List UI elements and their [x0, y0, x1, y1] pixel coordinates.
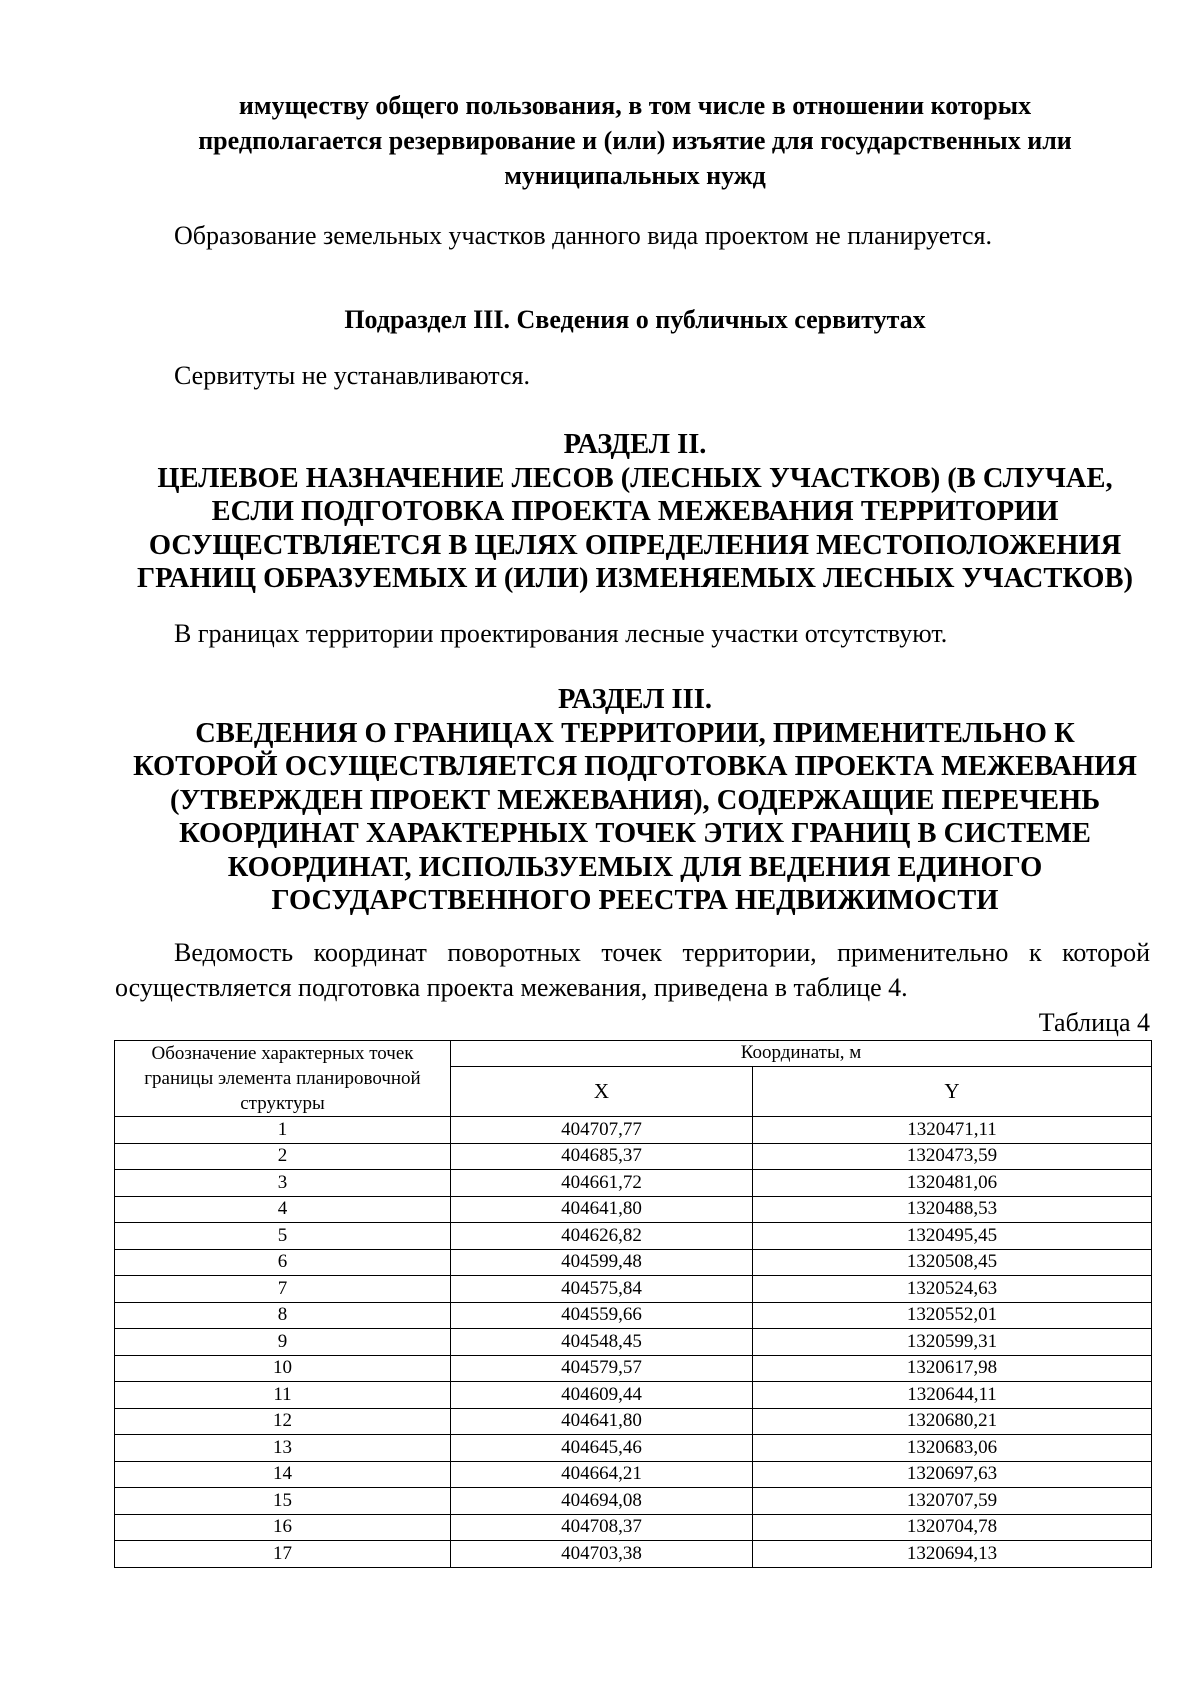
point-number-cell: 2	[115, 1143, 451, 1170]
title-line: КООРДИНАТ, ИСПОЛЬЗУЕМЫХ ДЛЯ ВЕДЕНИЯ ЕДИНОГО	[227, 851, 1043, 883]
subsection-3-heading: Подраздел III. Сведения о публичных сервитутах	[344, 305, 926, 334]
point-number-cell: 12	[115, 1408, 451, 1435]
point-number-cell: 3	[115, 1170, 451, 1197]
y-coordinate-cell: 1320508,45	[753, 1249, 1152, 1276]
title-line: КООРДИНАТ ХАРАКТЕРНЫХ ТОЧЕК ЭТИХ ГРАНИЦ В СИСТЕМЕ	[179, 818, 1091, 849]
y-coordinate-cell: 1320495,45	[753, 1223, 1152, 1250]
point-number-cell: 13	[115, 1435, 451, 1462]
title-line: ГОСУДАРСТВЕННОГО РЕЕСТРА НЕДВИЖИМОСТИ	[271, 885, 999, 916]
y-coordinate-cell: 1320704,78	[753, 1514, 1152, 1541]
point-number-cell: 9	[115, 1329, 451, 1356]
x-coordinate-cell: 404599,48	[451, 1249, 753, 1276]
x-coordinate-cell: 404707,77	[451, 1117, 753, 1144]
title-line: ОСУЩЕСТВЛЯЕТСЯ В ЦЕЛЯХ ОПРЕДЕЛЕНИЯ МЕСТОПОЛОЖЕНИЯ	[148, 529, 1122, 561]
continuation-text: Образование земельных участков данного вида проектом не планируется.	[174, 221, 992, 250]
table-row	[115, 1329, 1152, 1356]
y-coordinate-cell: 1320680,21	[753, 1408, 1152, 1435]
point-number-cell: 11	[115, 1382, 451, 1409]
table-row	[115, 1143, 1152, 1170]
heading-line: предполагается резервирование и (или) изъятие для государственных или	[198, 126, 1072, 155]
heading-line: муниципальных нужд	[504, 161, 766, 190]
table-row	[115, 1408, 1152, 1435]
x-coordinate-cell: 404664,21	[451, 1461, 753, 1488]
title-line: (УТВЕРЖДЕН ПРОЕКТ МЕЖЕВАНИЯ), СОДЕРЖАЩИЕ ПЕРЕЧЕНЬ	[169, 784, 1101, 816]
x-coordinate-cell: 404694,08	[451, 1488, 753, 1515]
table-body	[115, 1117, 1152, 1568]
table-row	[115, 1196, 1152, 1223]
title-line: ЦЕЛЕВОЕ НАЗНАЧЕНИЕ ЛЕСОВ (ЛЕСНЫХ УЧАСТКОВ) (В СЛУЧАЕ,	[157, 462, 1113, 494]
y-coordinate-cell: 1320481,06	[753, 1170, 1152, 1197]
y-coordinate-cell: 1320552,01	[753, 1302, 1152, 1329]
y-coordinate-cell: 1320599,31	[753, 1329, 1152, 1356]
continuation-heading	[115, 88, 1155, 193]
point-number-cell: 4	[115, 1196, 451, 1223]
point-number-cell: 10	[115, 1355, 451, 1382]
table-row	[115, 1170, 1152, 1197]
x-coordinate-cell: 404575,84	[451, 1276, 753, 1303]
x-coordinate-cell: 404641,80	[451, 1408, 753, 1435]
y-coordinate-cell: 1320707,59	[753, 1488, 1152, 1515]
heading-line: имуществу общего пользования, в том числе в отношении которых	[238, 91, 1032, 120]
section-3-text: Ведомость координат поворотных точек территории, применительно к которой осуществляется подготовка проекта межевания, приведена в таблице 4.	[115, 938, 1150, 1002]
x-coordinate-cell: 404685,37	[451, 1143, 753, 1170]
x-coordinate-cell: 404645,46	[451, 1435, 753, 1462]
x-coordinate-cell: 404703,38	[451, 1541, 753, 1568]
table-row	[115, 1435, 1152, 1462]
table-row	[115, 1541, 1152, 1568]
y-coordinate-cell: 1320524,63	[753, 1276, 1152, 1303]
point-number-cell: 16	[115, 1514, 451, 1541]
point-number-cell: 14	[115, 1461, 451, 1488]
title-line: РАЗДЕЛ III.	[558, 684, 712, 715]
y-coordinate-cell: 1320644,11	[753, 1382, 1152, 1409]
title-line: ЕСЛИ ПОДГОТОВКА ПРОЕКТА МЕЖЕВАНИЯ ТЕРРИТОРИИ	[211, 496, 1059, 527]
section-2-title	[115, 428, 1155, 596]
title-line: ГРАНИЦ ОБРАЗУЕМЫХ И (ИЛИ) ИЗМЕНЯЕМЫХ ЛЕСНЫХ УЧАСТКОВ)	[137, 563, 1133, 594]
table-row	[115, 1223, 1152, 1250]
point-number-cell: 1	[115, 1117, 451, 1144]
column-header-x: X	[451, 1066, 753, 1116]
section-2-text: В границах территории проектирования лесные участки отсутствуют.	[174, 619, 948, 648]
y-coordinate-cell: 1320617,98	[753, 1355, 1152, 1382]
point-number-cell: 17	[115, 1541, 451, 1568]
section-3-title	[115, 683, 1155, 918]
table-row	[115, 1488, 1152, 1515]
table-row	[115, 1249, 1152, 1276]
column-header-coordinates: Координаты, м	[451, 1041, 1152, 1067]
column-header-point: Обозначение характерных точек границы элемента планировочной структуры	[115, 1041, 451, 1117]
table-caption: Таблица 4	[1038, 1008, 1150, 1037]
x-coordinate-cell: 404641,80	[451, 1196, 753, 1223]
column-header-y: Y	[753, 1066, 1152, 1116]
coordinates-table	[114, 1040, 1152, 1568]
x-coordinate-cell: 404548,45	[451, 1329, 753, 1356]
point-number-cell: 15	[115, 1488, 451, 1515]
x-coordinate-cell: 404661,72	[451, 1170, 753, 1197]
title-line: КОТОРОЙ ОСУЩЕСТВЛЯЕТСЯ ПОДГОТОВКА ПРОЕКТА МЕЖЕВАНИЯ	[133, 751, 1137, 782]
table-row	[115, 1461, 1152, 1488]
point-number-cell: 8	[115, 1302, 451, 1329]
y-coordinate-cell: 1320697,63	[753, 1461, 1152, 1488]
point-number-cell: 7	[115, 1276, 451, 1303]
table-row	[115, 1276, 1152, 1303]
point-number-cell: 6	[115, 1249, 451, 1276]
subsection-3-text: Сервитуты не устанавливаются.	[174, 361, 530, 390]
title-line: СВЕДЕНИЯ О ГРАНИЦАХ ТЕРРИТОРИИ, ПРИМЕНИТЕЛЬНО К	[195, 717, 1075, 749]
y-coordinate-cell: 1320488,53	[753, 1196, 1152, 1223]
table-row	[115, 1355, 1152, 1382]
y-coordinate-cell: 1320471,11	[753, 1117, 1152, 1144]
table-row	[115, 1514, 1152, 1541]
x-coordinate-cell: 404579,57	[451, 1355, 753, 1382]
point-number-cell: 5	[115, 1223, 451, 1250]
x-coordinate-cell: 404559,66	[451, 1302, 753, 1329]
y-coordinate-cell: 1320694,13	[753, 1541, 1152, 1568]
x-coordinate-cell: 404708,37	[451, 1514, 753, 1541]
y-coordinate-cell: 1320473,59	[753, 1143, 1152, 1170]
y-coordinate-cell: 1320683,06	[753, 1435, 1152, 1462]
table-row	[115, 1382, 1152, 1409]
title-line: РАЗДЕЛ II.	[563, 429, 707, 460]
table-row	[115, 1302, 1152, 1329]
table-row	[115, 1117, 1152, 1144]
x-coordinate-cell: 404609,44	[451, 1382, 753, 1409]
x-coordinate-cell: 404626,82	[451, 1223, 753, 1250]
